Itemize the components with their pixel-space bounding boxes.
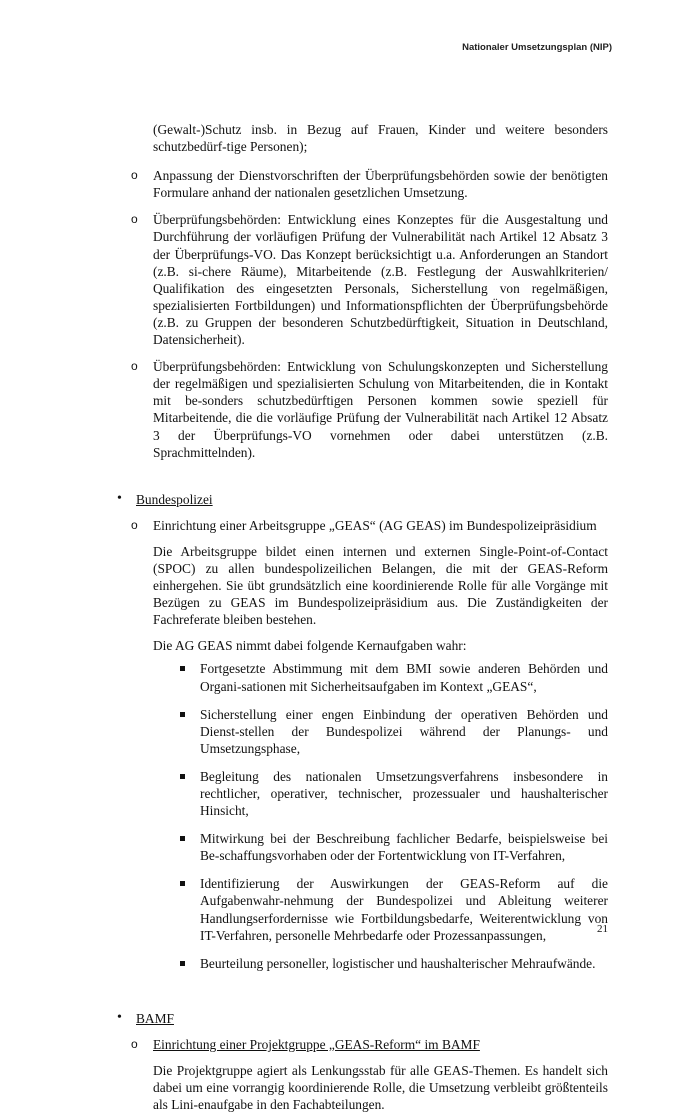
sub-heading: Einrichtung einer Projektgruppe „GEAS-Reform“ im BAMF — [153, 1036, 480, 1052]
list-item — [131, 167, 608, 201]
section-heading: BAMF — [136, 1010, 174, 1026]
section-bamf — [117, 1009, 608, 1027]
bullet-icon: • — [117, 1009, 122, 1025]
square-bullet-icon — [180, 961, 185, 966]
sub-heading-item — [131, 1036, 608, 1053]
list-item-text: Sicherstellung einer engen Einbindung der operativen Behörden und Dienst-stellen der Bundespolizei während der Planungs- und Umsetzungsphase, — [200, 706, 608, 756]
square-bullet-icon — [180, 881, 185, 886]
list-item-text: Überprüfungsbehörden: Entwicklung von Schulungskonzepten und Sicherstellung der regelmäßigen und spezialisierten Schulung von Mitarbeitenden, die in Kontakt mit be-sonders schutzbedürftigen Personen kommen sowie speziell für Mitarbeitende, die die vorläufige Prüfung der Vulnerabilität nach Artikel 12 Absatz 3 der Überprüfungs-VO vornehmen oder dabei unterstützen (z.B. Sprachmittelnden). — [153, 359, 608, 460]
list-item-text: Fortgesetzte Abstimmung mit dem BMI sowie anderen Behörden und Organi-sationen mit Sicherheitsaufgaben im Kontext „GEAS“, — [200, 661, 608, 694]
sub-heading: Einrichtung einer Arbeitsgruppe „GEAS“ (AG GEAS) im Bundespolizeipräsidium — [153, 517, 597, 533]
sub-heading-item — [131, 517, 608, 534]
section-bundespolizei — [117, 490, 608, 508]
list-item — [131, 211, 608, 348]
list-item — [200, 660, 608, 694]
square-bullet-icon — [180, 712, 185, 717]
list-item — [200, 875, 608, 943]
paragraph: Die Arbeitsgruppe bildet einen internen und externen Single-Point-of-Contact (SPOC) zu allen bundespolizeilichen Belangen, die mit der GEAS-Reform einhergehen. Sie übt grundsätzlich eine koordinierende Rolle für alle Vorgänge mit Bezügen zu GEAS im Bundespolizeipräsidium aus. Die Zuständigkeiten der Fachreferate bleiben bestehen. — [153, 543, 608, 628]
list-item-text: Anpassung der Dienstvorschriften der Überprüfungsbehörden sowie der benötigten Formulare anhand der nationalen gesetzlichen Umsetzung. — [153, 168, 608, 201]
running-header: Nationaler Umsetzungsplan (NIP) — [462, 42, 612, 53]
square-bullet-icon — [180, 666, 185, 671]
circle-bullet-icon: o — [131, 212, 138, 227]
list-item-text: Begleitung des nationalen Umsetzungsverfahrens insbesondere in rechtlicher, operativer, technischer, prozessualer und haushalterischer Hinsicht, — [200, 768, 608, 819]
circle-bullet-icon: o — [131, 1036, 138, 1051]
square-bullet-icon — [180, 774, 185, 779]
list-item — [200, 768, 608, 819]
list-item — [200, 706, 608, 757]
page-number: 21 — [597, 923, 608, 935]
list-item-text: Beurteilung personeller, logistischer und haushalterischer Mehraufwände. — [200, 955, 596, 971]
bullet-icon: • — [117, 490, 122, 506]
section-heading: Bundespolizei — [136, 491, 213, 507]
list-item — [131, 358, 608, 461]
circle-bullet-icon: o — [131, 517, 138, 532]
paragraph: Die AG GEAS nimmt dabei folgende Kernaufgaben wahr: — [153, 638, 467, 654]
list-item-text: Identifizierung der Auswirkungen der GEAS-Reform auf die Aufgabenwahr-nehmung der Bundespolizei und Ableitung weiterer Handlungserfordernisse wie Fortbildungsbedarfe, Weiterentwicklung von IT-Verfahren, personelle Mehrbedarfe oder Prozessanpassungen, — [200, 876, 608, 943]
circle-bullet-icon: o — [131, 359, 138, 374]
list-item-text: Überprüfungsbehörden: Entwicklung eines Konzeptes für die Ausgestaltung und Durchführung der vorläufigen Prüfung der Vulnerabilität nach Artikel 12 Absatz 3 der Überprüfungs-VO. Das Konzept berücksichtigt u.a. Anforderungen an Standort (z.B. si-chere Räume), Mitarbeitende (z.B. Festlegung der Auswahlkriterien/ Qualifikation des eingesetzten Personals, Sicherstellung von regelmäßigen, spezialisierten Fortbildungen) und Informationspflichten der Überprüfungsbehörde (z.B. zu Gruppen der besonderen Schutzbedürftigkeit, Situation in Deutschland, Datensicherheit). — [153, 212, 608, 348]
intro-continuation: (Gewalt-)Schutz insb. in Bezug auf Frauen, Kinder und weitere besonders schutzbedürf-tige Personen); — [153, 122, 608, 155]
list-item — [200, 955, 608, 972]
list-item — [200, 830, 608, 864]
task-list — [200, 660, 608, 971]
list-item-text: Mitwirkung bei der Beschreibung fachlicher Bedarfe, beispielsweise bei Be-schaffungsvorhaben oder der Fortentwicklung von IT-Verfahren, — [200, 831, 608, 864]
square-bullet-icon — [180, 836, 185, 841]
page-body — [112, 121, 608, 1113]
circle-bullet-icon: o — [131, 168, 138, 183]
paragraph: Die Projektgruppe agiert als Lenkungsstab für alle GEAS-Themen. Es handelt sich dabei um eine vorrangig koordinierende Rolle, die Umsetzung verbleibt größtenteils als Lini-enaufgabe in den Fachabteilungen. — [153, 1063, 608, 1113]
